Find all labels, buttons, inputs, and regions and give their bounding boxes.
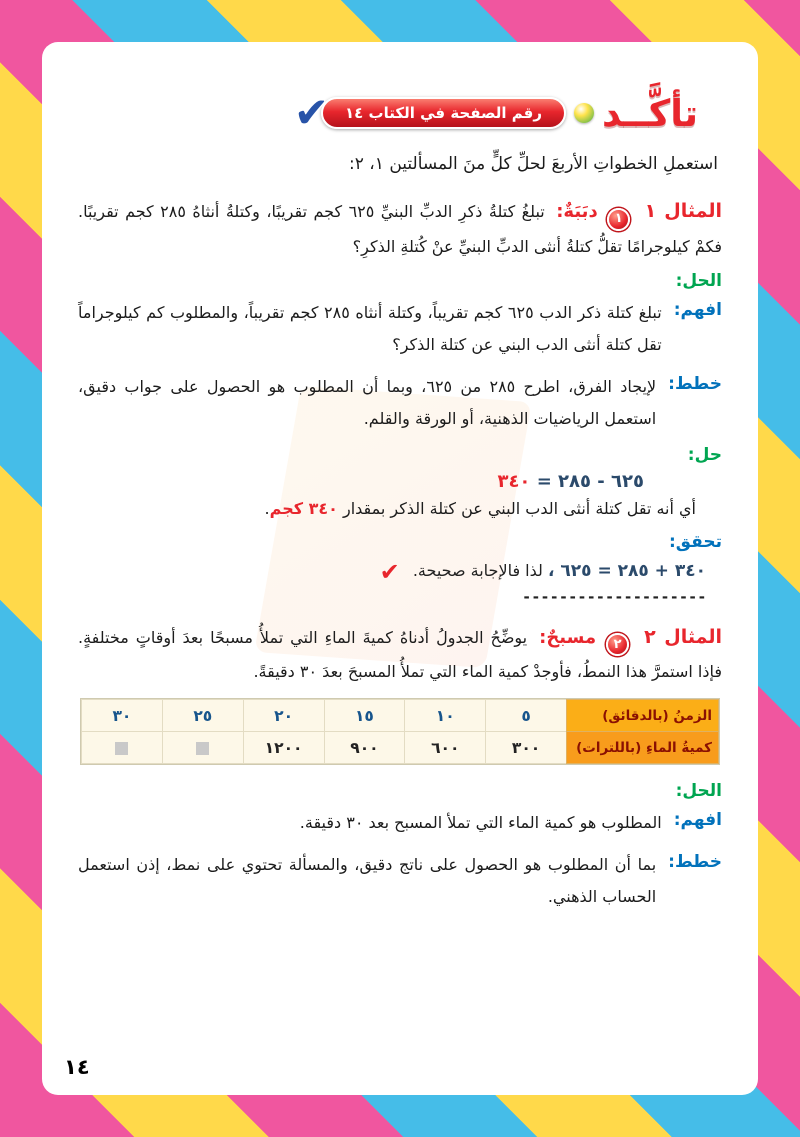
time-cell: ٢٠ (243, 700, 324, 732)
conclusion-value: ٣٤٠ كجم (269, 498, 338, 518)
example1-solve-label: حل: (687, 444, 722, 465)
section-title: تأكَّــد (602, 91, 698, 135)
empty-cell-placeholder (115, 742, 128, 755)
time-header-cell: الزمنُ (بالدقائق) (567, 700, 719, 732)
example2-plan-step (78, 849, 722, 913)
water-cell-empty (162, 732, 243, 764)
equation-lhs: ٦٢٥ - ٢٨٥ = (530, 470, 644, 492)
water-cell: ٣٠٠ (486, 732, 567, 764)
example1-conclusion (78, 494, 722, 524)
page-number: ١٤ (64, 1055, 90, 1079)
example1-solution-label: الحل: (675, 270, 722, 291)
water-row (82, 732, 719, 764)
confirm-banner (293, 88, 698, 137)
understand-label: افهم: (673, 810, 722, 831)
plan-label: خطط: (668, 373, 722, 394)
water-header-cell: كميةُ الماءِ (باللترات) (567, 732, 719, 764)
intro-text: استعملِ الخطواتِ الأربعَ لحلِّ كلٍّ منَ المسألتين ١، ٢: (349, 154, 718, 174)
example1-problem (78, 192, 722, 263)
example1-keyword: دبَبَةٌ: (556, 201, 598, 222)
water-cell: ٩٠٠ (324, 732, 405, 764)
success-check-icon: ✔ (379, 557, 400, 586)
content-panel (42, 42, 758, 1095)
time-cell: ١٥ (324, 700, 405, 732)
example2-solution-label: الحل: (675, 781, 722, 802)
conclusion-suffix: . (264, 498, 270, 518)
water-time-table (80, 698, 720, 765)
example1-plan-step (78, 371, 722, 435)
equation-result: ٣٤٠ (497, 470, 531, 492)
example2-understand-step (78, 807, 722, 839)
plan-text: لإيجاد الفرق، اطرح ٢٨٥ من ٦٢٥، وبما أن المطلوب هو الحصول على جواب دقيق، استعمل الرياضيات الذهنية، أو الورقة والقلم. (78, 376, 657, 428)
check-phrase: لذا فالإجابة صحيحة. (412, 560, 543, 580)
understand-label: افهم: (673, 299, 722, 320)
time-cell: ٣٠ (82, 700, 163, 732)
water-cell: ٦٠٠ (405, 732, 486, 764)
example1-check-line (380, 558, 706, 586)
time-cell: ١٠ (405, 700, 486, 732)
example2-keyword: مسبحٌ: (539, 626, 597, 648)
example1-problem-text: تبلغُ كتلةُ ذكرِ الدبِّ البنيِّ ٦٢٥ كجم تقريبًا، وكتلةُ أنثاهُ ٢٨٥ كجم تقريبًا. فكمْ كيلوجرامًا تقلُّ كتلةُ أنثى الدبِّ البنيِّ عنْ كُتلةِ الذكرِ؟ (78, 202, 722, 256)
check-equation: ٣٤٠ + ٢٨٥ = ٦٢٥ ، (548, 560, 706, 581)
understand-text: تبلغ كتلة ذكر الدب ٦٢٥ كجم تقريباً، وكتلة أنثاه ٢٨٥ كجم تقريباً، والمطلوب كم كيلوجراماً تقل كتلة أنثى الدب البني عن كتلة الذكر؟ (78, 302, 662, 354)
plan-text: بما أن المطلوب هو الحصول على ناتج دقيق، والمسألة تحتوي على نمط، إذن استعمل الحساب الذهني. (78, 855, 657, 907)
time-cell: ٥ (486, 700, 567, 732)
example1-check-label: تحقق: (669, 531, 722, 552)
plan-label: خطط: (668, 852, 722, 873)
empty-cell-placeholder (196, 742, 209, 755)
example1-understand-step (78, 297, 722, 361)
time-cell: ٢٥ (162, 700, 243, 732)
data-table (81, 699, 719, 764)
example1-label: المثال ١ (644, 200, 722, 222)
checkmark-icon: ✔ (293, 88, 330, 137)
time-row (82, 700, 719, 732)
water-cell-empty (82, 732, 163, 764)
understand-text: المطلوب هو كمية الماء التي تملأ المسبح بعد ٣٠ دقيقة. (299, 813, 662, 833)
conclusion-prefix: أي أنه تقل كتلة أنثى الدب البني عن كتلة الذكر بمقدار (337, 498, 696, 518)
water-cell: ١٢٠٠ (243, 732, 324, 764)
section-divider: -------------------- (523, 587, 708, 606)
glossy-ball-icon (574, 103, 594, 123)
example2-problem (78, 618, 722, 689)
example1-equation (497, 471, 644, 492)
example2-problem-text: يوضِّحُ الجدولُ أدناهُ كميةَ الماءِ التي تملأُ مسبحًا بعدَ أوقاتٍ مختلفةٍ. فإذا استمرَّ هذا النمطُ، فأوجدْ كمية الماء التي تملأُ المسبحَ بعدَ ٣٠ دقيقةً. (78, 627, 722, 682)
example1-number-badge: ١ (607, 208, 630, 231)
page-ref-badge: رقم الصفحة في الكتاب ١٤ (321, 97, 566, 129)
example2-number-badge: ٢ (606, 633, 629, 656)
example2-label: المثال ٢ (644, 625, 723, 648)
